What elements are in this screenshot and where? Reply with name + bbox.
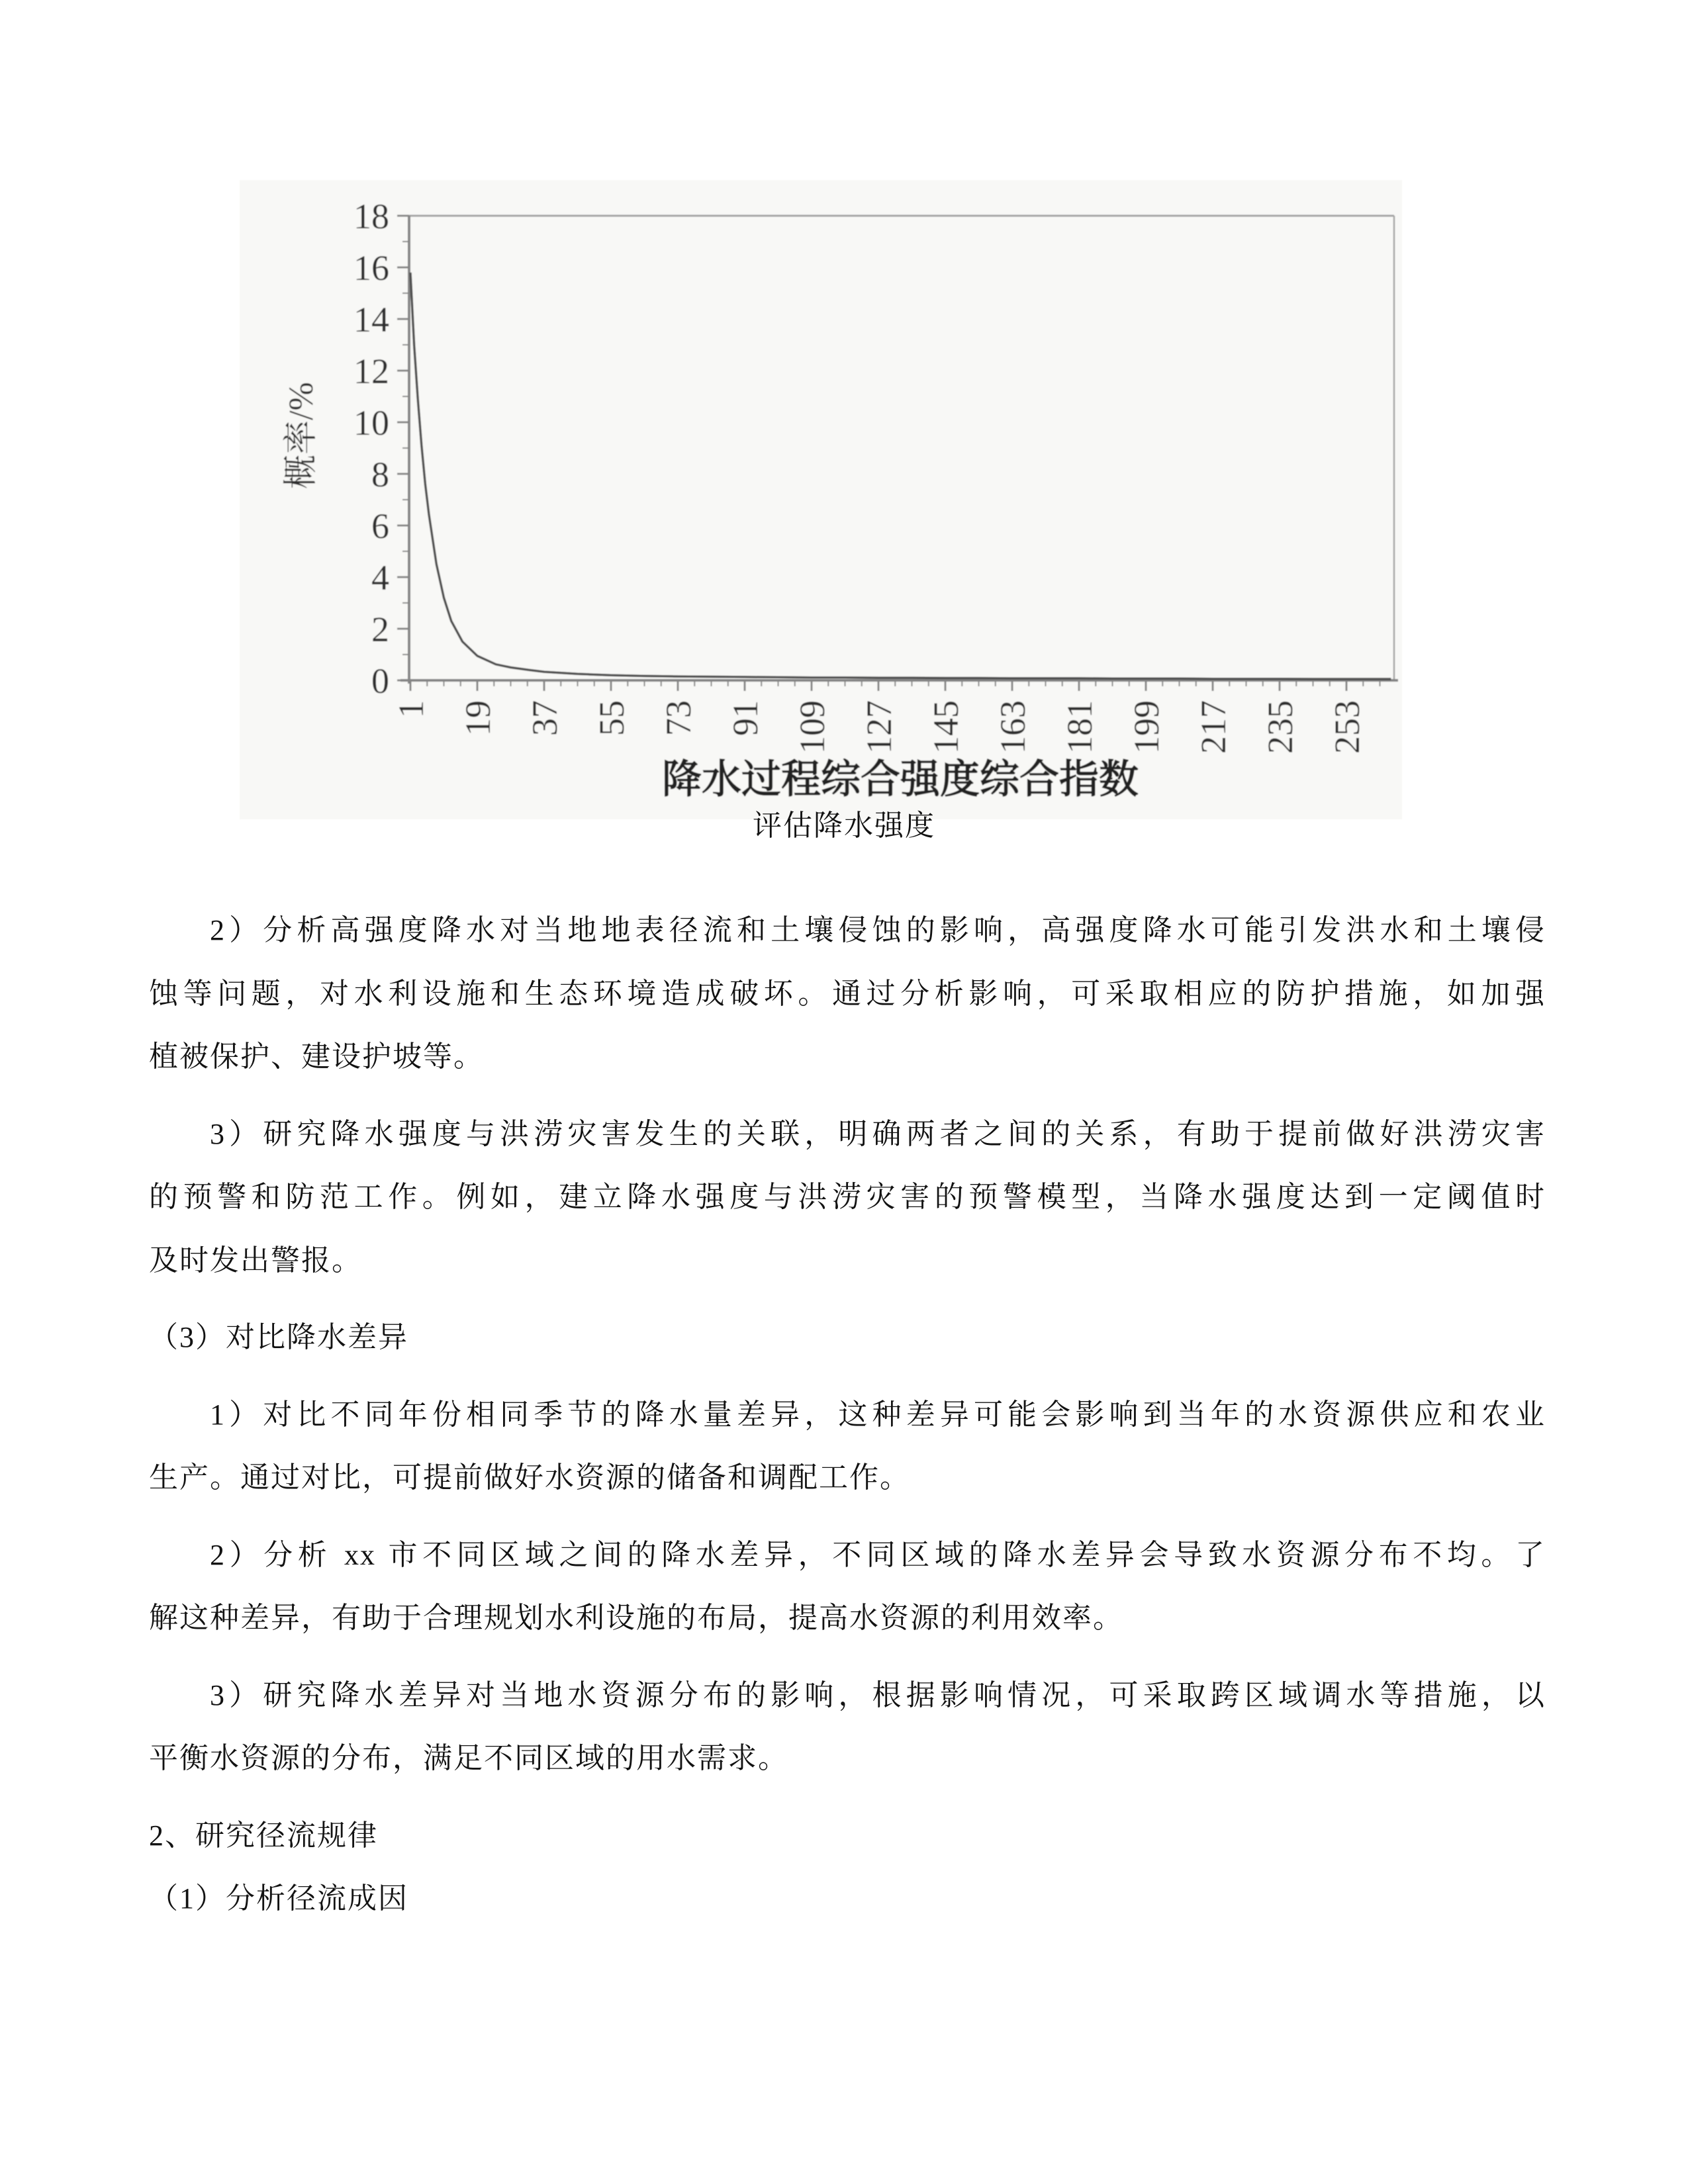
text-line: 2、研究径流规律 <box>149 1819 378 1852</box>
x-tick-label: 55 <box>592 700 632 736</box>
y-tick-label: 2 <box>371 610 389 649</box>
x-tick-label: 19 <box>458 700 498 736</box>
text-line: 2）分析 xx 市不同区域之间的降水差异，不同区域的降水差异会导致水资源分布不均。了 <box>210 1539 1546 1571</box>
x-tick-label: 217 <box>1194 700 1233 754</box>
x-tick-label: 91 <box>726 700 765 736</box>
text-line: （3）对比降水差异 <box>149 1321 408 1353</box>
text-line: 生产。通过对比，可提前做好水资源的储备和调配工作。 <box>149 1461 910 1494</box>
x-tick-label: 37 <box>525 700 565 736</box>
y-tick-label: 4 <box>371 558 389 598</box>
x-tick-label: 235 <box>1260 700 1300 754</box>
text-line: （1）分析径流成因 <box>149 1882 408 1915</box>
text-line: 2）分析高强度降水对当地地表径流和土壤侵蚀的影响，高强度降水可能引发洪水和土壤侵 <box>210 914 1546 946</box>
y-tick-label: 6 <box>371 506 389 546</box>
text-line: 的预警和防范工作。例如，建立降水强度与洪涝灾害的预警模型，当降水强度达到一定阈值时 <box>149 1181 1546 1213</box>
y-tick-label: 16 <box>353 248 389 288</box>
x-tick-label: 127 <box>859 700 899 754</box>
x-tick-label: 199 <box>1127 700 1166 754</box>
y-tick-label: 14 <box>353 300 389 340</box>
text-line: 平衡水资源的分布，满足不同区域的用水需求。 <box>149 1742 788 1774</box>
y-tick-label: 0 <box>371 661 389 701</box>
y-axis-label: 概率/% <box>283 382 320 489</box>
text-line: 植被保护、建设护坡等。 <box>149 1040 484 1073</box>
y-tick-label: 18 <box>353 197 389 236</box>
x-tick-label: 109 <box>792 700 832 754</box>
figure-caption: 评估降水强度 <box>753 809 935 842</box>
text-line: 解这种差异，有助于合理规划水利设施的布局，提高水资源的利用效率。 <box>149 1602 1123 1634</box>
x-axis-label: 降水过程综合强度综合指数 <box>662 758 1139 801</box>
x-tick-label: 1 <box>391 700 431 718</box>
x-tick-label: 145 <box>926 700 966 754</box>
text-line: 3）研究降水强度与洪涝灾害发生的关联，明确两者之间的关系，有助于提前做好洪涝灾害 <box>210 1118 1546 1150</box>
y-tick-label: 10 <box>353 403 389 443</box>
y-tick-label: 8 <box>371 455 389 494</box>
x-tick-label: 73 <box>659 700 698 736</box>
x-tick-label: 163 <box>993 700 1033 754</box>
text-line: 1）对比不同年份相同季节的降水量差异，这种差异可能会影响到当年的水资源供应和农业 <box>210 1398 1546 1431</box>
x-tick-label: 253 <box>1327 700 1367 754</box>
y-tick-label: 12 <box>353 351 389 391</box>
text-line: 蚀等问题，对水利设施和生态环境造成破坏。通过分析影响，可采取相应的防护措施，如加强 <box>149 978 1546 1010</box>
text-line: 及时发出警报。 <box>149 1244 362 1277</box>
text-line: 3）研究降水差异对当地水资源分布的影响，根据影响情况，可采取跨区域调水等措施，以 <box>210 1679 1546 1711</box>
x-tick-label: 181 <box>1060 700 1100 754</box>
